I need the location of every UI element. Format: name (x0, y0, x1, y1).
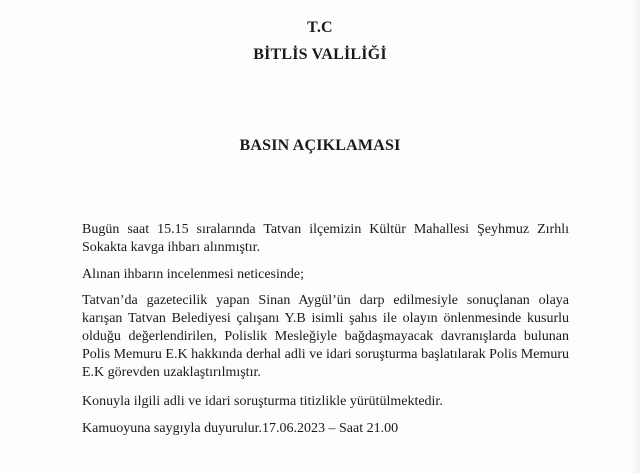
paragraph-investigation-details: Tatvan’da gazetecilik yapan Sinan Aygül’ün darp edilmesiyle sonuçlanan olaya karışan Tatvan Belediyesi çalışanı Y.B isimli şahıs ile olayın önlenmesinde kusurlu olduğu değerlendirilen, Polislik Mesleğiyle bağdaşmayacak davranışlarda bulunan Polis Memuru E.K hakkında derhal adli ve idari soruşturma başlatılarak Polis Memuru E.K görevden uzaklaştırılmıştır. (82, 293, 569, 380)
header-governorship: BİTLİS VALİLİĞİ (253, 46, 387, 63)
paragraph-ongoing-investigation: Konuyla ilgili adli ve idari soruşturma titizlikle yürütülmektedir. (82, 394, 443, 409)
page-edge-shadow (630, 0, 640, 473)
paragraph-announcement-date: Kamuoyuna saygıyla duyurulur.17.06.2023 – Saat 21.00 (82, 421, 399, 436)
paragraph-investigation-intro: Alınan ihbarın incelenmesi neticesinde; (82, 267, 304, 282)
paragraph-incident-report: Bugün saat 15.15 sıralarında Tatvan ilçemizin Kültür Mahallesi Şeyhmuz Zırhlı Sokakta kavga ihbarı alınmıştır. (82, 222, 569, 255)
document-title: BASIN AÇIKLAMASI (239, 137, 401, 154)
header-tc: T.C (307, 19, 333, 36)
